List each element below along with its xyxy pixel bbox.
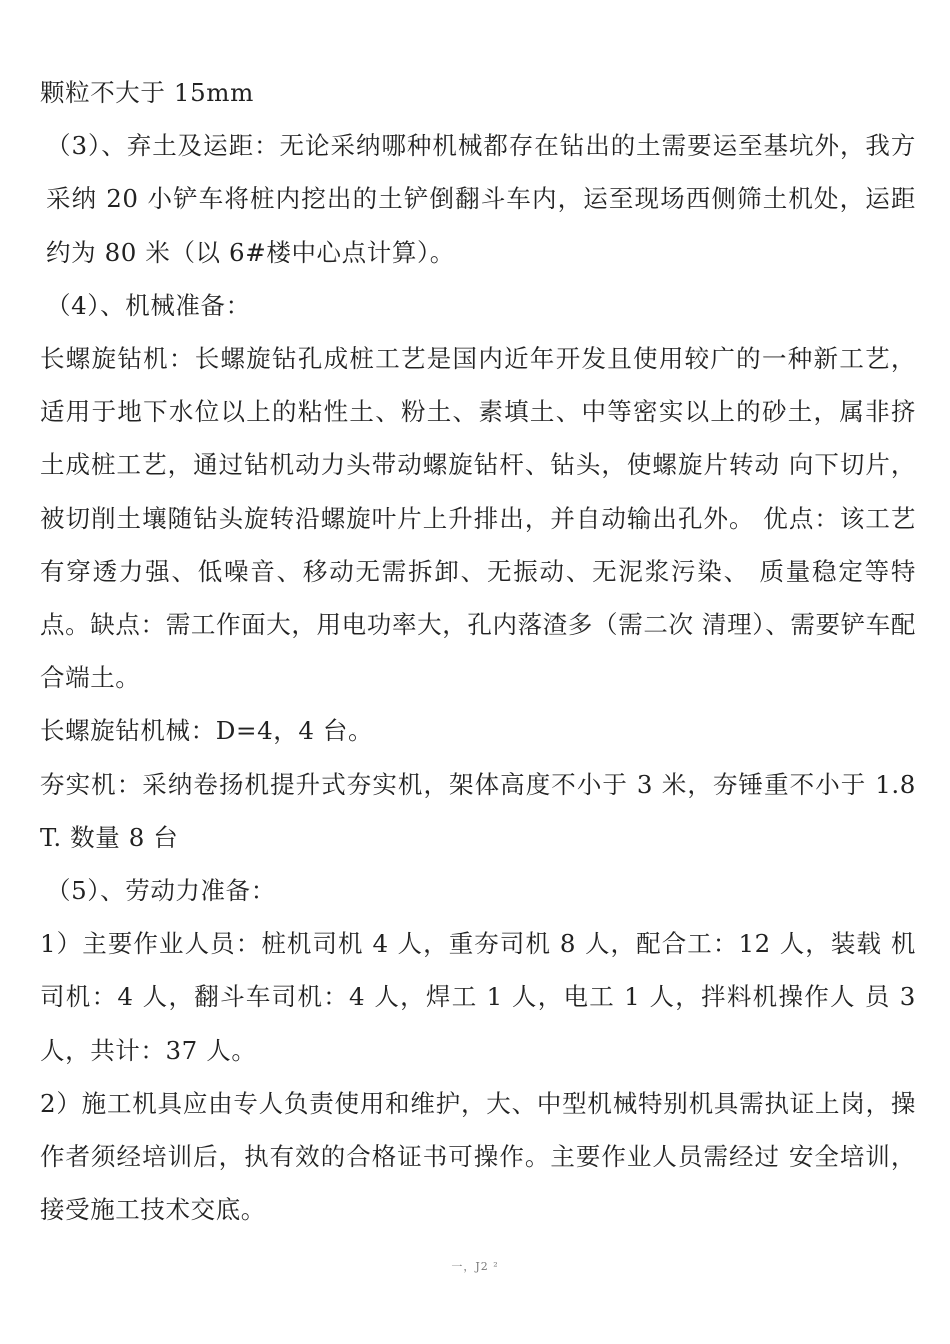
paragraph-long-auger-description: 长螺旋钻机：长螺旋钻孔成桩工艺是国内近年开发且使用较广的一种新工艺，适用于地下水位以上的粘性土、粉土、素填土、中等密实以上的砂土，属非挤土成桩工艺，通过钻机动力头带动螺旋钻杆、钻头，使螺旋片转动 向下切片，被切削土壤随钻头旋转沿螺旋叶片上升排出，并自动输出孔外。 优点：该工艺有穿透力强、低噪音、移动无需拆卸、无振动、无泥浆污染、 质量稳定等特点。缺点：需工作面大，用电功率大，孔内落渣多（需二次 清理）、需要铲车配合端土。 [40,344,916,693]
paragraph-spoil-distance: （3）、弃土及运距：无论采纳哪种机械都存在钻出的土需要运至基坑外，我方采纳 20 小铲车将桩内挖出的土铲倒翻斗车内，运至现场西侧筛土机处，运距约为 80 米（以 6#楼中心点计算）。 [46,131,916,267]
paragraph-machine-maintenance: 2）施工机具应由专人负责使用和维护，大、中型机械特别机具需执证上岗，操作者须经培训后，执有效的合格证书可操作。主要作业人员需经过 安全培训，接受施工技术交底。 [40,1088,916,1225]
paragraph-auger-count: 长螺旋钻机械：D=4，4 台。 [40,716,374,746]
paragraph-labor-prep-heading: （5）、劳动力准备： [46,876,276,906]
document-body [40,66,916,1236]
paragraph-particle-size: 颗粒不大于 15mm [40,78,254,107]
paragraph-main-workers: 1）主要作业人员：桩机司机 4 人，重夯司机 8 人，配合工：12 人，装载 机司机：4 人，翻斗车司机：4 人，焊工 1 人，电工 1 人，拌料机操作人 员 3 人，共计：37 人。 [40,929,916,1065]
page-footer-mark: 一，J2 ² [451,1260,499,1273]
paragraph-tamping-machine: 夯实机：采纳卷扬机提升式夯实机，架体高度不小于 3 米，夯锤重不小于 1.8T. 数量 8 台 [40,769,916,852]
paragraph-machine-prep-heading: （4）、机械准备： [46,290,251,320]
